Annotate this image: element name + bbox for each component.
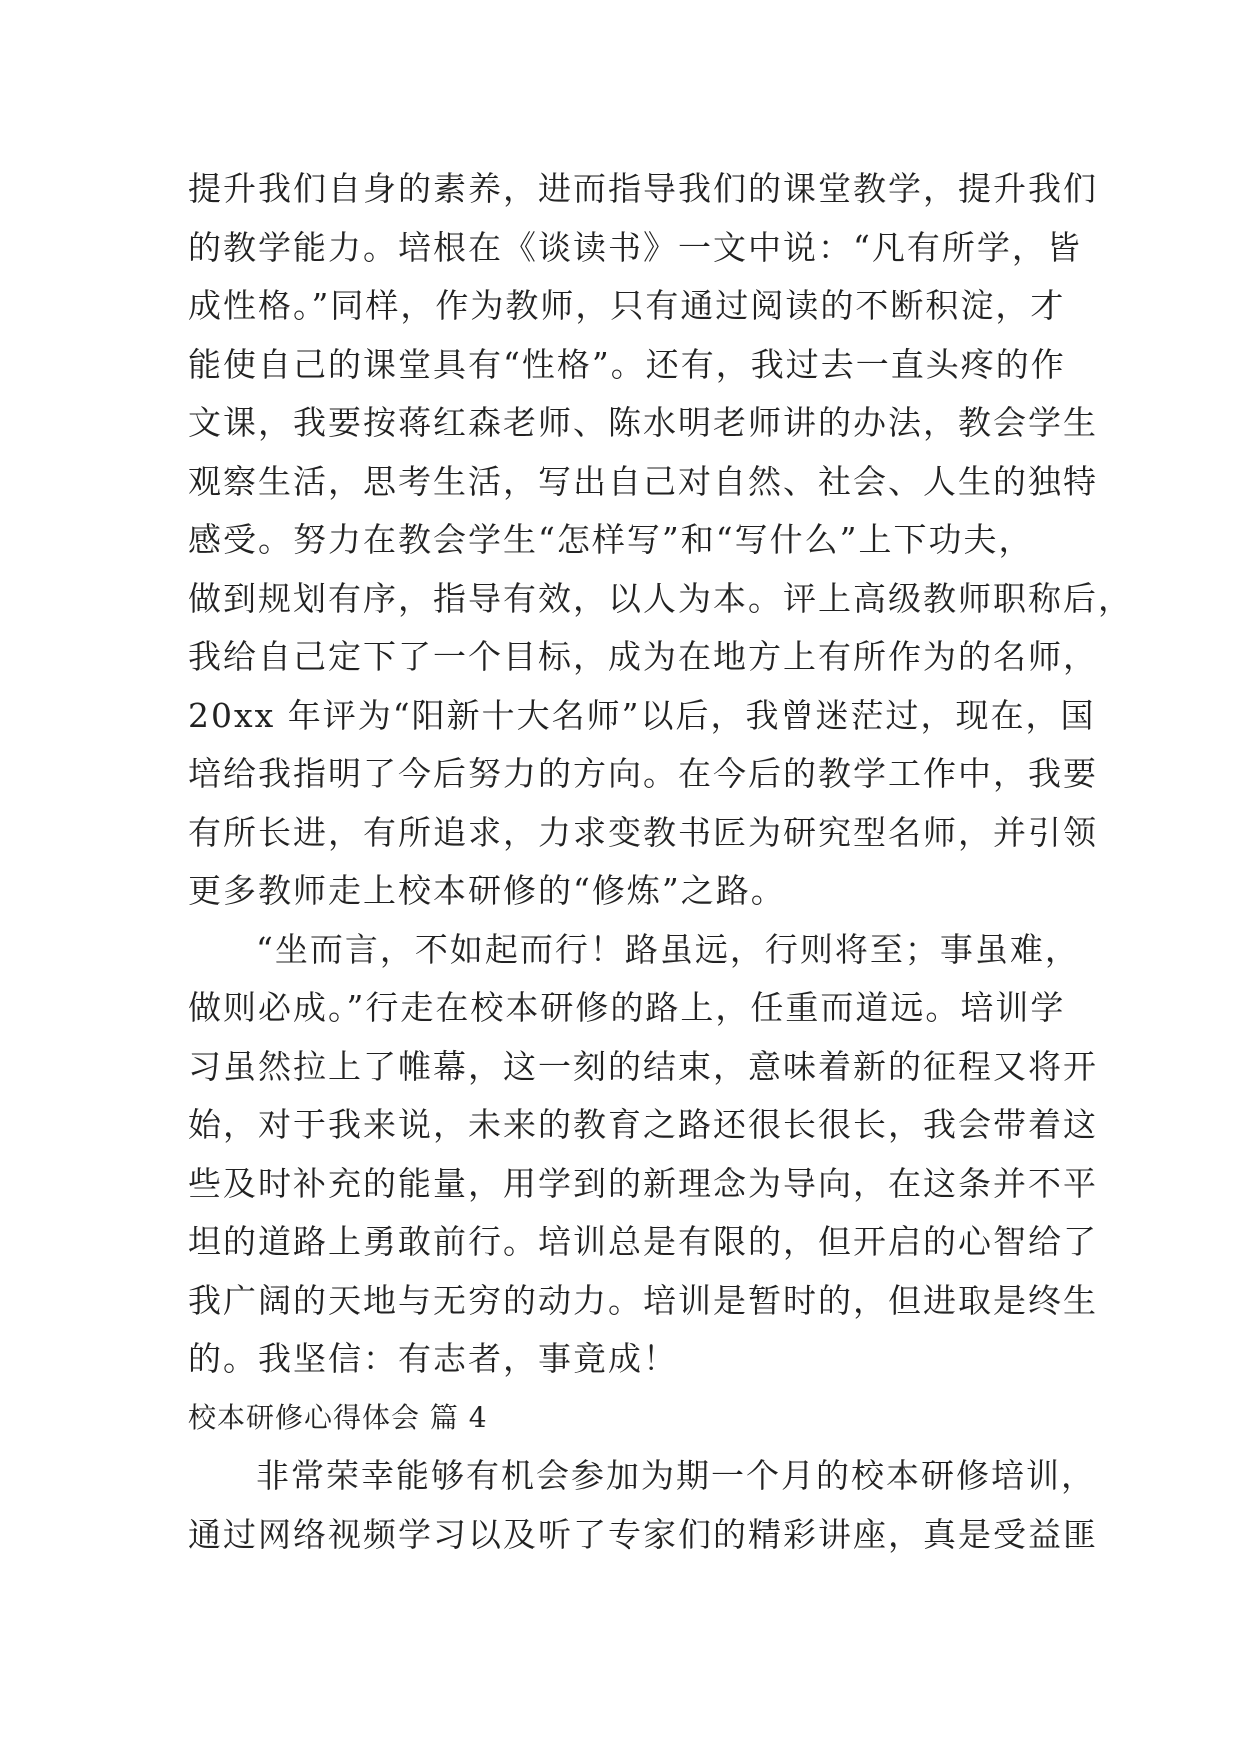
text-line: 成性格。”同样，作为教师，只有通过阅读的不断积淀，才 bbox=[188, 286, 1066, 325]
text-line: 文课，我要按蒋红森老师、陈水明老师讲的办法，教会学生 bbox=[188, 403, 1098, 442]
text-line: “坐而言，不如起而行！路虽远，行则将至；事虽难， bbox=[256, 929, 1080, 969]
text-line: 通过网络视频学习以及听了专家们的精彩讲座，真是受益匪 bbox=[188, 1514, 1098, 1554]
text-line: 习虽然拉上了帷幕，这一刻的结束，意味着新的征程又将开 bbox=[188, 1046, 1098, 1086]
text-line: 坦的道路上勇敢前行。培训总是有限的，但开启的心智给了 bbox=[188, 1222, 1098, 1261]
text-line: 更多教师走上校本研修的“修炼”之路。 bbox=[188, 871, 786, 910]
document-body bbox=[188, 160, 1133, 1564]
text-line: 的。我坚信：有志者，事竟成！ bbox=[188, 1339, 678, 1378]
text-line: 培给我指明了今后努力的方向。在今后的教学工作中，我要 bbox=[188, 754, 1098, 793]
text-line: 感受。努力在教会学生“怎样写”和“写什么”上下功夫， bbox=[188, 520, 1034, 559]
text-line: 观察生活，思考生活，写出自己对自然、社会、人生的独特 bbox=[188, 461, 1098, 501]
text-line: 有所长进，有所追求，力求变教书匠为研究型名师，并引领 bbox=[188, 812, 1098, 852]
text-line: 做则必成。”行走在校本研修的路上，任重而道远。培训学 bbox=[188, 988, 1066, 1027]
text-line: 提升我们自身的素养，进而指导我们的课堂教学，提升我们 bbox=[188, 169, 1098, 208]
text-line: 我广阔的天地与无穷的动力。培训是暂时的，但进取是终生 bbox=[188, 1280, 1098, 1320]
paragraph-3 bbox=[188, 1447, 1098, 1564]
paragraph-1 bbox=[188, 160, 1133, 921]
text-line: 的教学能力。培根在《谈读书》一文中说：“凡有所学，皆 bbox=[188, 227, 1082, 267]
paragraph-2 bbox=[188, 921, 1098, 1389]
text-line: 我给自己定下了一个目标，成为在地方上有所作为的名师， bbox=[188, 637, 1098, 676]
text-line: 非常荣幸能够有机会参加为期一个月的校本研修培训， bbox=[256, 1456, 1096, 1495]
text-line: 些及时补充的能量，用学到的新理念为导向，在这条并不平 bbox=[188, 1163, 1098, 1203]
text-line: 20xx 年评为“阳新十大名师”以后，我曾迷茫过，现在，国 bbox=[188, 695, 1096, 735]
text-line: 始，对于我来说，未来的教育之路还很长很长，我会带着这 bbox=[188, 1105, 1098, 1144]
section-heading: 校本研修心得体会 篇 4 bbox=[188, 1400, 488, 1434]
text-line: 做到规划有序，指导有效，以人为本。评上高级教师职称后， bbox=[188, 578, 1133, 618]
text-line: 能使自己的课堂具有“性格”。还有，我过去一直头疼的作 bbox=[188, 344, 1066, 384]
